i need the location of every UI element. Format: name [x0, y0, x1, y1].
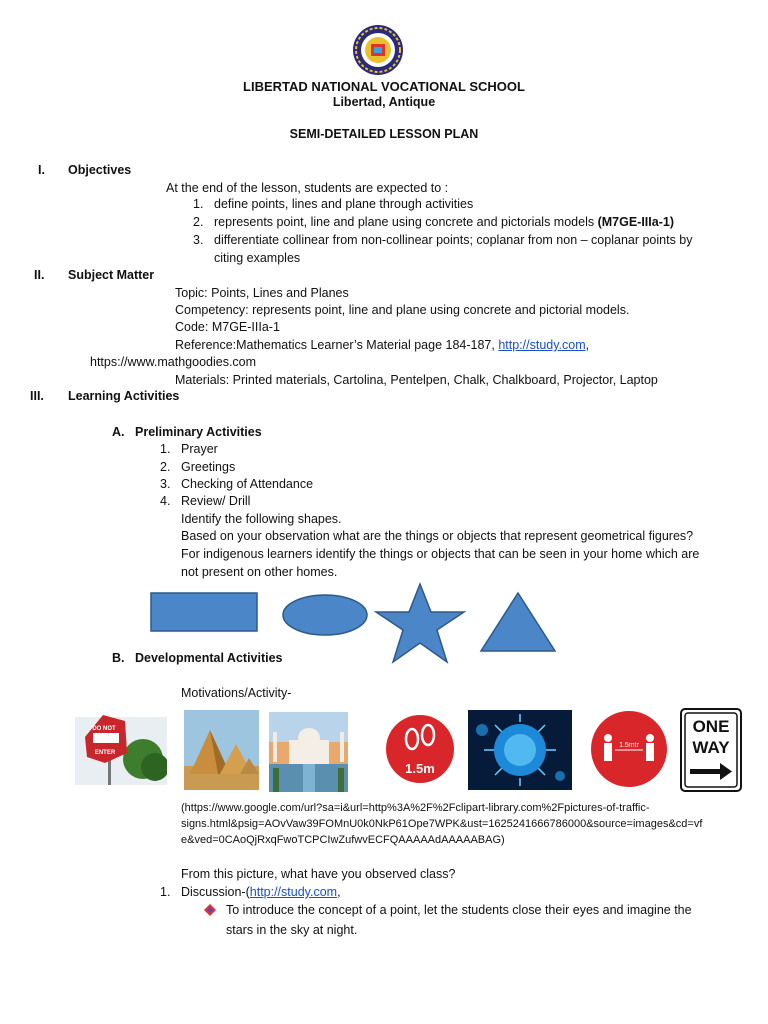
motivation-label: Motivations/Activity- [181, 686, 292, 700]
list-number: 1. [160, 885, 171, 899]
competency-code: (M7GE-IIIa-1) [597, 215, 674, 229]
section-numeral: I. [38, 163, 45, 177]
objective-item-continued: citing examples [214, 251, 301, 265]
virus-image [468, 710, 572, 790]
do-not-enter-sign-image [75, 707, 167, 785]
reference-continued: https://www.mathgoodies.com [90, 355, 257, 369]
rectangle-shape [151, 593, 257, 631]
subsection-letter: B. [112, 651, 125, 665]
sign-text: WAY [692, 738, 730, 757]
bullet-text-continued: stars in the sky at night. [226, 923, 358, 937]
school-location: Libertad, Antique [332, 95, 436, 109]
taj-mahal-image [269, 712, 348, 792]
source-line: e&ved=0CAoQjRxqFwoTCPCIwZufwvECFQAAAAAdAAAAABAG) [181, 834, 505, 846]
school-name: LIBERTAD NATIONAL VOCATIONAL SCHOOL [243, 79, 525, 94]
drill-line: Identify the following shapes. [181, 512, 342, 526]
section-heading-subject-matter: Subject Matter [68, 268, 155, 282]
list-item: Review/ Drill [181, 494, 251, 508]
competency: Competency: represents point, line and plane using concrete and pictorial models. [175, 303, 630, 317]
list-number: 3. [193, 233, 204, 247]
section-heading-objectives: Objectives [68, 163, 132, 177]
sign-text: DO NOT [92, 726, 116, 732]
objective-item: represents point, line and plane using concrete and pictorials models (M7GE-IIIa-1) [214, 215, 674, 229]
list-item: Checking of Attendance [181, 477, 314, 491]
objective-item: differentiate collinear from non-collinear points; coplanar from non – coplanar points by [214, 233, 693, 247]
list-number: 1. [193, 197, 204, 211]
observation-question: From this picture, what have you observed class? [181, 867, 456, 881]
bullet-text: To introduce the concept of a point, let the students close their eyes and imagine the [226, 903, 692, 917]
one-way-sign-image [680, 708, 742, 792]
source-line: (https://www.google.com/url?sa=i&url=http%3A%2F%2Fclipart-library.com%2Fpictures-of-traffic- [181, 802, 650, 814]
ellipse-shape [283, 595, 367, 635]
sign-text: ONE [692, 717, 730, 736]
subsection-letter: A. [112, 425, 125, 439]
school-logo [352, 24, 404, 76]
list-number: 2. [160, 460, 171, 474]
pyramids-image [184, 710, 259, 790]
drill-line: Based on your observation what are the things or objects that represent geometrical figures? [181, 529, 694, 543]
source-line: signs.html&psig=AOvVaw39FOMnU0k0NkP61Ope7WPK&ust=1625241666786000&source=images&cd=vf [181, 818, 703, 830]
reference-link[interactable]: http://study.com [498, 338, 586, 352]
discussion-item: Discussion-(http://study.com, [181, 885, 341, 899]
list-number: 4. [160, 494, 171, 508]
list-item: Greetings [181, 460, 236, 474]
discussion-link[interactable]: http://study.com [249, 885, 338, 899]
section-numeral: II. [34, 268, 45, 282]
objective-item: define points, lines and plane through activities [214, 197, 474, 211]
distance-floor-sign-image [384, 711, 456, 787]
sign-text: ENTER [94, 750, 116, 756]
document-title: SEMI-DETAILED LESSON PLAN [289, 127, 479, 141]
reference: Reference:Mathematics Learner’s Material page 184-187, http://study.com, [175, 338, 590, 352]
drill-line: For indigenous learners identify the things or objects that can be seen in your home which are [181, 547, 700, 561]
drill-line: not present on other homes. [181, 565, 338, 579]
objectives-intro: At the end of the lesson, students are expected to : [166, 181, 449, 195]
section-numeral: III. [30, 389, 44, 403]
diamond-bullet-icon [204, 904, 216, 916]
triangle-shape [481, 593, 555, 651]
code: Code: M7GE-IIIa-1 [175, 320, 280, 334]
subsection-heading-developmental: Developmental Activities [135, 651, 283, 665]
list-item: Prayer [181, 442, 218, 456]
star-shape [376, 584, 464, 662]
list-number: 3. [160, 477, 171, 491]
section-heading-learning: Learning Activities [68, 389, 180, 403]
list-number: 1. [160, 442, 171, 456]
materials: Materials: Printed materials, Cartolina, Pentelpen, Chalk, Chalkboard, Projector, Laptop [175, 373, 658, 387]
topic: Topic: Points, Lines and Planes [175, 286, 349, 300]
sign-text: 1.5mtr [619, 742, 639, 749]
distance-people-sign-image [590, 710, 668, 788]
list-number: 2. [193, 215, 204, 229]
subsection-heading-preliminary: Preliminary Activities [135, 425, 262, 439]
sign-text: 1.5m [405, 761, 435, 776]
